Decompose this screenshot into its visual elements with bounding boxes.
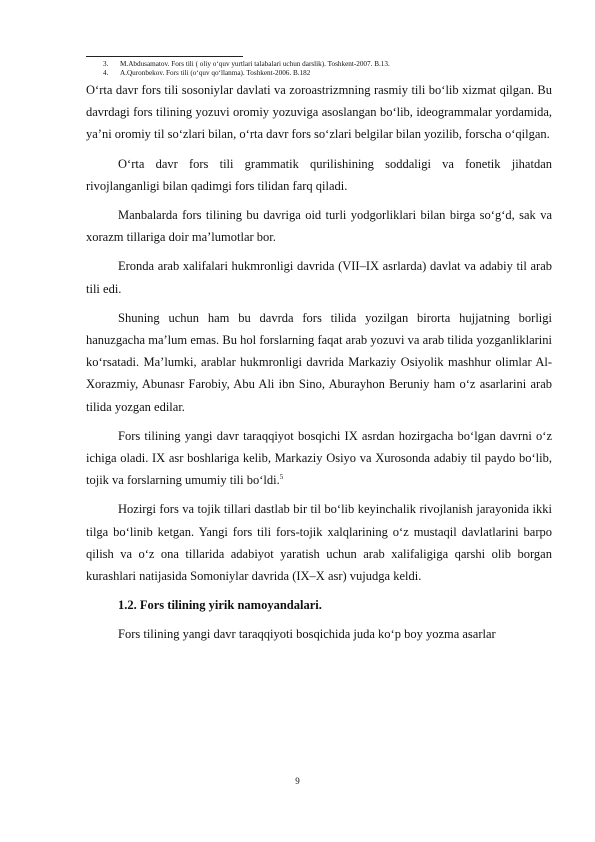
paragraph: O‘rta davr fors tili grammatik qurilishining soddaligi va fonetik jihatdan rivojlanganligi bilan qadimgi fors tilidan farq qiladi. xyxy=(86,156,552,193)
paragraph: Fors tilining yangi davr taraqqiyoti bosqichida juda ko‘p boy yozma asarlar xyxy=(118,627,496,642)
paragraph: Fors tilining yangi davr taraqqiyot bosqichi IX asrdan hozirgacha bo‘lgan davrni o‘z ichiga oladi. IX asr boshlariga kelib, Markaziy Osiyo va Xurosonda adabiy til paydo bo‘lib, tojik va forslarning umumiy tili bo‘ldi.$^5$ xyxy=(86,428,552,488)
footnote-separator xyxy=(86,56,243,57)
footnote-item xyxy=(86,69,552,78)
page-number: 9 xyxy=(295,776,300,786)
paragraph: Hozirgi fors va tojik tillari dastlab bir til bo‘lib keyinchalik rivojlanish jarayonida ikki tilga bo‘linib ketgan. Yangi fors tili fors-tojik xalqlarining o‘z mustaqil davlatlarini barpo qilish va o‘z ona tillarida adabiyot yaratish uchun arab xalifaligiga qarshi olib borgan kurashlari natijasida Somoniylar davrida (IX–X asr) vujudga keldi. xyxy=(86,502,552,584)
paragraph: O‘rta davr fors tili sosoniylar davlati va zoroastrizmning rasmiy tili bo‘lib xizmat qilgan. Bu davrdagi fors tilining yozuvi oromiy yozuviga asoslangan bo‘lib, ideogrammalar yordamida, ya’ni oromiy til so‘zlari bilan, o‘rta davr fors so‘zlari belgilar bilan yozilib, forscha o‘qilgan. xyxy=(86,83,552,142)
footnote-item xyxy=(86,60,552,69)
footnotes xyxy=(86,60,552,78)
footnote-number: 3. xyxy=(103,60,109,68)
paragraph: Shuning uchun ham bu davrda fors tilida yozilgan birorta hujjatning borligi hanuzgacha ma’lum emas. Bu hol forslarning faqat arab yozuvi va arab tilida yozganliklarini ko‘rsatadi. Ma’lumki, arablar hukmronligi davrida Markaziy Osiyolik mashhur olimlar Al-Xorazmiy, Abunasr Farobiy, Abu Ali ibn Sino, Aburayhon Beruniy ham o‘z asarlarini arab tilida yozgan edilar. xyxy=(86,310,552,414)
footnote-number: 4. xyxy=(103,69,109,77)
footnote-text: A.Quronbekov. Fors tili (o‘quv qo‘llanma). Toshkent-2006. B.182 xyxy=(120,69,311,77)
footnote-text: M.Abdusamatov. Fors tili ( oliy o‘quv yurtlari talabalari uchun darslik). Toshkent-2007. B.13. xyxy=(120,60,390,68)
footnote-reference: 5 xyxy=(279,473,284,482)
section-heading: 1.2. Fors tilining yirik namoyandalari. xyxy=(118,598,322,613)
paragraph: Manbalarda fors tilining bu davriga oid turli yodgorliklari bilan birga so‘g‘d, sak va xorazm tillariga doir ma’lumotlar bor. xyxy=(86,208,552,245)
paragraph: Eronda arab xalifalari hukmronligi davrida (VII–IX asrlarda) davlat va adabiy til arab tili edi. xyxy=(86,259,552,296)
document-page xyxy=(86,56,552,653)
